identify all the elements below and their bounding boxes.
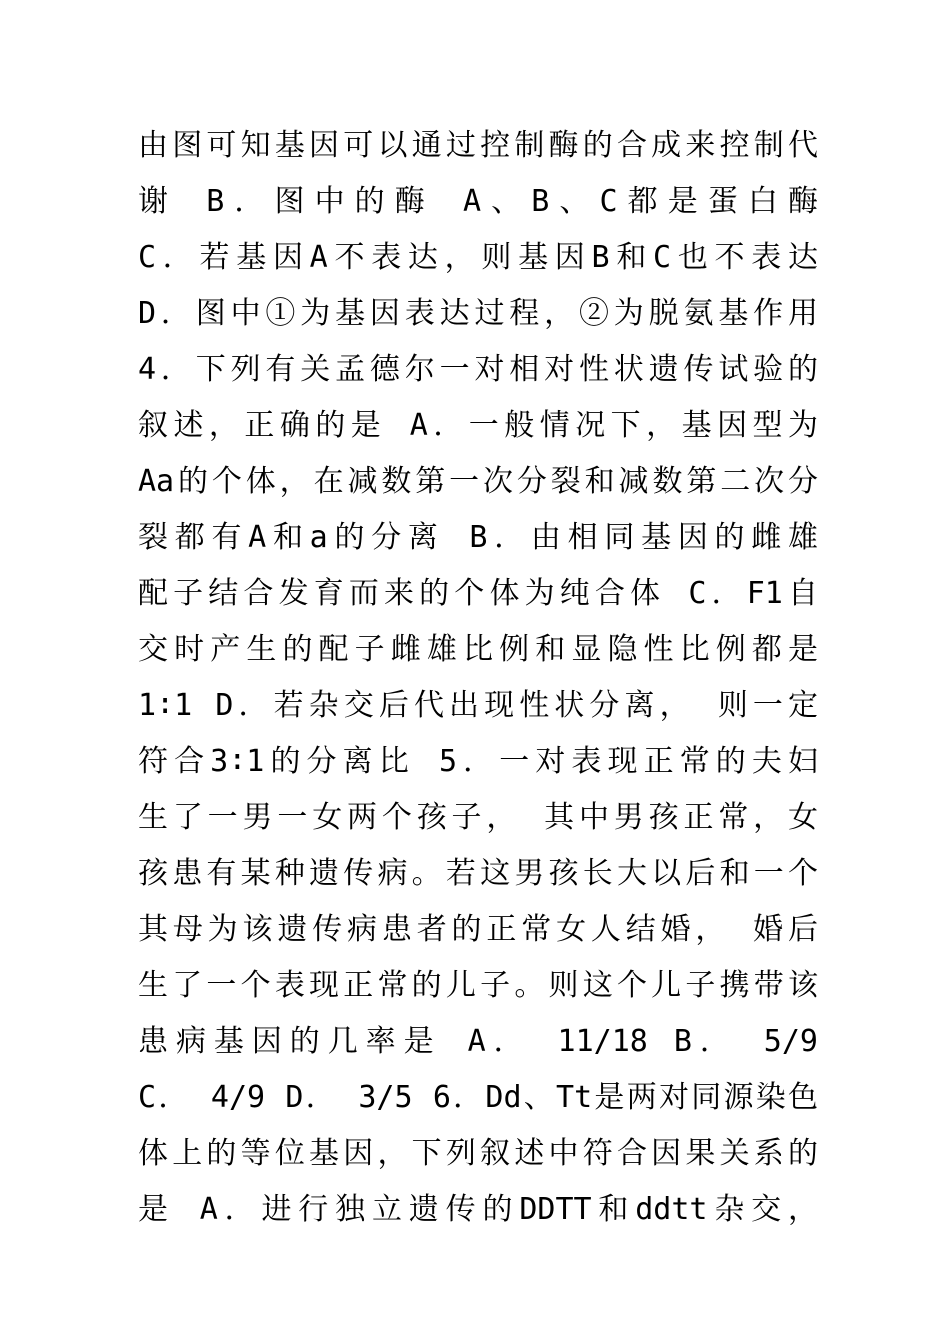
text-line-3: C．若基因A不表达，则基因B和C也不表达 (138, 240, 818, 275)
text-line-5: 4．下列有关孟德尔一对相对性状遗传试验的 (138, 352, 818, 387)
text-line-4: D．图中①为基因表达过程，②为脱氨基作用 (138, 296, 818, 331)
text-line-7: Aa的个体，在减数第一次分裂和减数第二次分 (138, 464, 818, 499)
text-line-15: 其母为该遗传病患者的正常女人结婚， 婚后 (138, 912, 818, 947)
text-line-11: 1∶1 D．若杂交后代出现性状分离， 则一定 (138, 688, 818, 723)
text-line-18: C． 4/9 D． 3/5 6．Dd、Tt是两对同源染色 (138, 1080, 818, 1115)
text-line-8: 裂都有A和a的分离 B．由相同基因的雌雄 (138, 520, 818, 555)
text-line-1: 由图可知基因可以通过控制酶的合成来控制代 (138, 128, 818, 163)
text-line-17: 患病基因的几率是 A． 11/18 B． 5/9 (138, 1024, 818, 1059)
text-line-12: 符合3∶1的分离比 5．一对表现正常的夫妇 (138, 744, 818, 779)
text-line-2: 谢 B．图中的酶 A、B、C都是蛋白酶 (138, 184, 818, 219)
text-line-20: 是 A．进行独立遗传的DDTT和ddtt杂交， (138, 1192, 818, 1227)
text-line-19: 体上的等位基因，下列叙述中符合因果关系的 (138, 1136, 818, 1171)
text-line-9: 配子结合发育而来的个体为纯合体 C．F1自 (138, 576, 818, 611)
text-line-13: 生了一男一女两个孩子， 其中男孩正常，女 (138, 800, 818, 835)
text-line-16: 生了一个表现正常的儿子。则这个儿子携带该 (138, 968, 818, 1003)
text-line-10: 交时产生的配子雌雄比例和显隐性比例都是 (138, 632, 818, 667)
text-line-14: 孩患有某种遗传病。若这男孩长大以后和一个 (138, 856, 818, 891)
document-text (138, 118, 818, 1238)
text-line-6: 叙述，正确的是 A．一般情况下，基因型为 (138, 408, 818, 443)
